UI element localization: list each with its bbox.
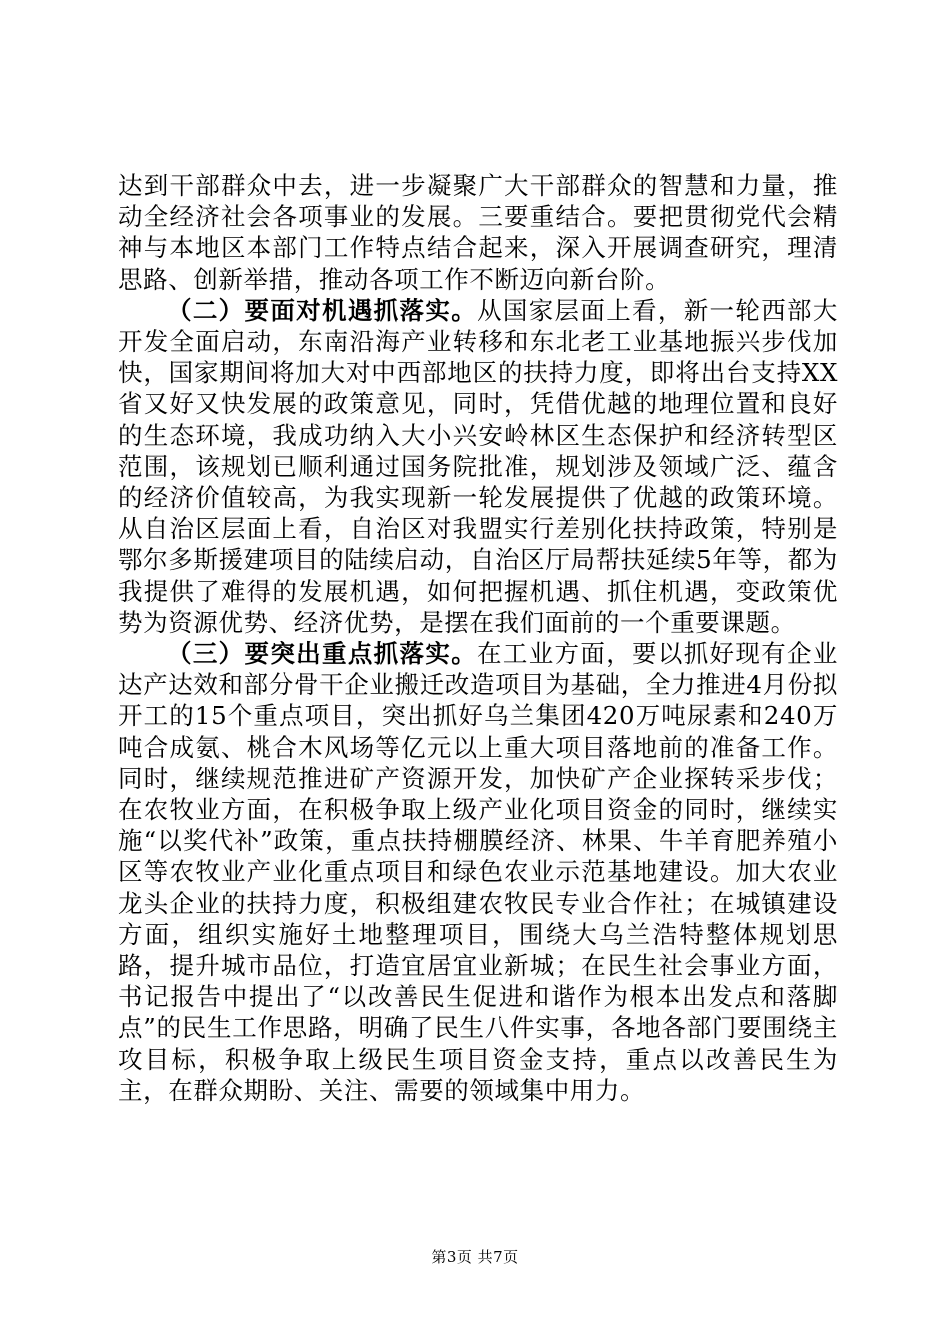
page-footer (0, 1246, 950, 1267)
paragraph-continuation (118, 170, 838, 295)
body-text (118, 170, 838, 1106)
section-heading-two: （二）要面对机遇抓落实。 (167, 295, 478, 325)
page-number-label: 第3页 共7页 (431, 1248, 519, 1266)
paragraph-text: 在工业方面，要以抓好现有企业达产达效和部分骨干企业搬迁改造项目为基础，全力推进4月份拟开工的15个重点项目，突出抓好乌兰集团420万吨尿素和240万吨合成氨、桃合木风场等亿元以上重大项目落地前的准备工作。同时，继续规范推进矿产资源开发，加快矿产企业探转采步伐；在农牧业方面，在积极争取上级产业化项目资金的同时，继续实施“以奖代补”政策，重点扶持棚膜经济、林果、牛羊育肥养殖小区等农牧业产业化重点项目和绿色农业示范基地建设。加大农业龙头企业的扶持力度，积极组建农牧民专业合作社；在城镇建设方面，组织实施好土地整理项目，围绕大乌兰浩特整体规划思路，提升城市品位，打造宜居宜业新城；在民生社会事业方面，书记报告中提出了“以改善民生促进和谐作为根本出发点和落脚点”的民生工作思路，明确了民生八件实事，各地各部门要围绕主攻目标，积极争取上级民生项目资金支持，重点以改善民生为主，在群众期盼、关注、需要的领域集中用力。 (118, 639, 838, 1105)
paragraph-section-two (118, 295, 838, 638)
paragraph-text: 达到干部群众中去，进一步凝聚广大干部群众的智慧和力量，推动全经济社会各项事业的发展。三要重结合。要把贯彻党代会精神与本地区本部门工作特点结合起来，深入开展调查研究，理清思路、创新举措，推动各项工作不断迈向新台阶。 (118, 171, 838, 294)
paragraph-text: 从国家层面上看，新一轮西部大开发全面启动，东南沿海产业转移和东北老工业基地振兴步伐加快，国家期间将加大对中西部地区的扶持力度，即将出台支持XX省又好又快发展的政策意见，同时，凭借优越的地理位置和良好的生态环境，我成功纳入大小兴安岭林区生态保护和经济转型区范围，该规划已顺利通过国务院批准，规划涉及领域广泛、蕴含的经济价值较高，为我实现新一轮发展提供了优越的政策环境。从自治区层面上看，自治区对我盟实行差别化扶持政策，特别是鄂尔多斯援建项目的陆续启动，自治区厅局帮扶延续5年等，都为我提供了难得的发展机遇，如何把握机遇、抓住机遇，变政策优势为资源优势、经济优势，是摆在我们面前的一个重要课题。 (118, 295, 838, 637)
paragraph-section-three (118, 638, 838, 1106)
section-heading-three: （三）要突出重点抓落实。 (167, 639, 478, 669)
